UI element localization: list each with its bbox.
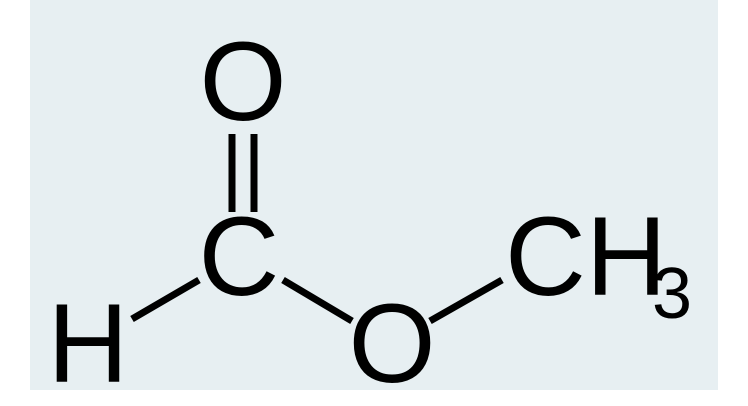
atom-carbon: C — [198, 194, 280, 319]
atom-carbonyl-oxygen: O — [199, 19, 287, 144]
bond-o-methyl — [430, 280, 502, 321]
methyl-subscript: 3 — [652, 254, 693, 334]
bond-c-o-ester — [283, 280, 352, 321]
atom-hydrogen: H — [47, 281, 129, 406]
atom-ester-oxygen: O — [348, 281, 436, 406]
atom-methyl-carbon-hydrogen: CH — [505, 194, 667, 319]
bond-c-h — [132, 280, 199, 319]
